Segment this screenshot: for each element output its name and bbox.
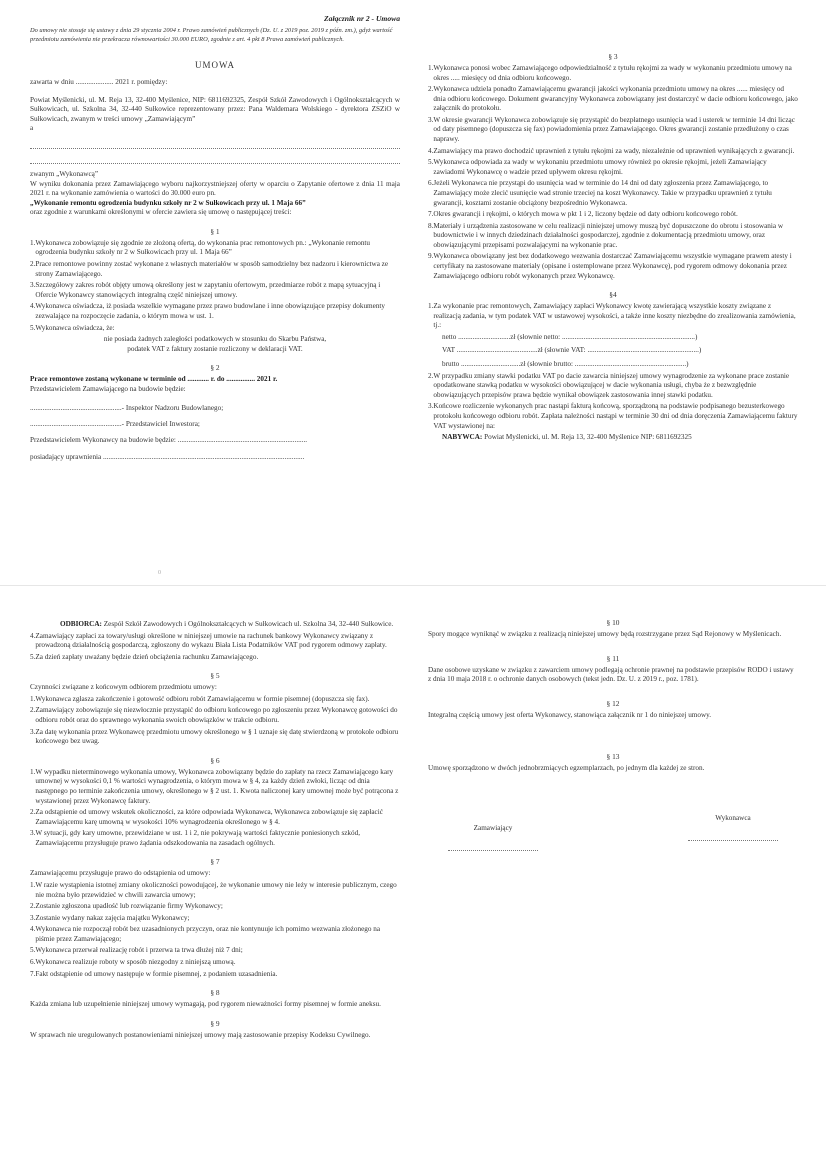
contractor-blank-line-2 [30,155,400,164]
s7-item-7: 7. Fakt odstąpienie od umowy następuje w formie pisemnej, z podaniem uzasadnienia. [30,969,278,978]
s4-item-3: 3. Końcowe rozliczenie wykonanych prac nastąpi fakturą końcową, sporządzoną na podstawie podpisanego bezusterkowego protokołu końcowego odbioru robót. Zapłata należności nastąpi w terminie 30 dni od dnia doręczenia Zamawiającemu faktury VAT wystawionej na: [428,402,798,430]
page1-right-column [428,0,798,580]
document-page-1 [0,0,826,584]
signatures [428,814,798,851]
attachment-title: Załącznik nr 2 - Umowa [324,14,400,23]
s1-item-3: 3. Szczegółowy zakres robót objęty umową określony jest w zapytaniu ofertowym, przedmiarze robót z mapą sytuacyjną i Ofercie Wykonawcy stanowiących integralną część niniejszej umowy. [30,281,381,299]
section-2-heading: § 2 [210,363,220,373]
s7-intro: Zamawiającemu przysługuje prawo do odstąpienia od umowy: [30,869,211,878]
s4-buyer: NABYWCA: Powiat Myślenicki, ul. M. Reja 13, 32-400 Myślenice NIP: 6811692325 [442,433,692,442]
s2-inspector: ...................................................- Inspektor Nadzoru Budowlanego; [30,404,224,413]
section-3-heading: § 3 [608,52,618,61]
s3-item-6: 6. Jeżeli Wykonawca nie przystąpi do usunięcia wad w terminie do 14 dni od daty zgłoszenia przez Zamawiającego, to Zamawiający może zlecić usunięcie wad stronie trzeciej na koszt Wykonawcy. Takie w przypadku uprawnień z tytułu gwarancji, kosztami zostanie obciążony bezpośrednio Wykonawca. [428,179,772,207]
section-10-heading: § 10 [606,618,620,627]
contractor-blank-line-1 [30,140,400,149]
signature-left-line [448,832,538,851]
intro-basis: W wyniku dokonania przez Zamawiającego wyboru najkorzystniejszej oferty w oparciu o Zapytanie ofertowe z dnia 11 maja 2021 r. na wykonanie zamówienia o wartości do 30.000 euro pn. [30,179,400,198]
section-12-heading: § 12 [606,698,620,708]
s12-text: Integralną częścią umowy jest oferta Wykonawcy, stanowiąca załącznik nr 1 do niniejszej umowy. [428,710,712,719]
s7-item-2: 2. Zostanie zgłoszona upadłość lub rozwiązanie firmy Wykonawcy; [30,902,223,911]
s3-item-2: 2. Wykonawca udziela ponadto Zamawiającemu gwarancji jakości wykonania przedmiotu umowy na okres ...... miesięcy od dnia odbioru końcowego. Dokument gwarancyjny Wykonawca zobowiązany jest dostarczyć w dacie odbioru końcowego, jako załącznik do protokołu. [428,85,798,113]
intro-terms: oraz zgodnie z warunkami określonymi w ofercie zawiera się umowę o następującej treści: [30,208,292,217]
section-13-heading: § 13 [606,752,620,762]
contract-title: UMOWA [195,60,235,71]
section-1-heading: § 1 [210,226,220,236]
s2-license: posiadający uprawnienia ................................................................................................................ [30,453,305,462]
section-5-heading: § 5 [210,671,220,681]
s11-text: Dane osobowe uzyskane w związku z zawarciem umowy podlegają ochronie prawnej na podstawie przepisów RODO i ustawy z dnia 10 maja 2018 r. o ochronie danych osobowych (tekst jedn. Dz. U. z 2019 r., poz. 1781). [428,665,794,684]
s2-dates: Prace remontowe zostaną wykonane w terminie od ............ r. do ................ 2021 r. [30,375,278,384]
s3-item-9: 9. Wykonawca obowiązany jest bez dodatkowego wezwania dostarczać Zamawiającemu wszystkie wymagane prawem atesty i certyfikaty na zastosowane materiały (opisane i ostemplowane przez Wykonawcę), pod rygorem odmowy dokonania przez Zamawiającego odbioru robót wykonanych przez Wykonawcę. [428,252,792,280]
section-11-heading: § 11 [606,653,620,663]
s7-item-5: 5. Wykonawca przerwał realizację robót i przerwa ta trwa dłużej niż 7 dni; [30,946,243,955]
s3-item-8: 8. Materiały i urządzenia zastosowane w celu realizacji niniejszej umowy muszą być dopuszczone do obrotu i stosowania w budownictwie i w innych dziedzinach działalności gospodarczej, zgodnie z dokumentacją przedmiotu umowy, oraz obowiązującymi przepisami pozwalającymi na wykonanie prac. [428,221,784,249]
s10-text: Spory mogące wyniknąć w związku z realizacją niniejszej umowy będą rozstrzygane przez Sąd Rejonowy w Myślenicach. [428,630,782,638]
s9-text: W sprawach nie uregulowanych postanowieniami niniejszej umowy mają zastosowanie przepisy Kodeksu Cywilnego. [30,1030,371,1039]
s5-item-3: 3. Za datę wykonania przez Wykonawcę przedmiotu umowy określonego w § 1 uznaje się datę stwierdzoną w protokole odbioru końcowego bez uwag. [30,727,399,746]
section-9-heading: § 9 [210,1018,220,1028]
s5-item-2: 2. Zamawiający zobowiązuje się niezwłocznie przystąpić do odbioru końcowego po zgłoszeniu przez Wykonawcę gotowości do odbioru robót oraz do sprawnego wykonania swoich obowiązków w trakcie odbioru. [30,706,398,725]
s3-item-7: 7. Okres gwarancji i rękojmi, o których mowa w pkt 1 i 2, liczony będzie od daty odbioru końcowego robót. [428,210,738,219]
s3-item-1: 1. Wykonawca ponosi wobec Zamawiającego odpowiedzialność z tytułu rękojmi za wady w wykonaniu przedmiotu umowy na okres ..... miesięcy od dnia odbioru końcowego. [428,64,792,82]
s4-brutto: brutto .................................zł (słownie brutto: ..............................................................) [442,360,689,369]
s6-item-2: 2. Za odstąpienie od umowy wskutek okoliczności, za które odpowiada Wykonawca, Wykonawca zobowiązuje się zapłacić Zamawiającemu karę umowną w wysokości 10% wynagrodzenia określonego w § 4. [30,808,383,826]
s2-rep: Przedstawicielem Zamawiającego na budowie będzie: [30,384,186,393]
s7-item-1: 1. W razie wystąpienia istotnej zmiany okoliczności powodującej, że wykonanie umowy nie leży w interesie publicznym, czego nie można było przewidzieć w chwili zawarcia umowy; [30,880,397,899]
signature-right-label: Wykonawca [715,813,751,822]
s1-item-5: 5. Wykonawca oświadcza, że: [30,323,115,332]
s6-item-3: 3. W sytuacji, gdy kary umowne, przewidziane w ust. 1 i 2, nie pokrywają wartości faktycznie poniesionych szkód, Zamawiającemu przysługuje prawo żądania odszkodowania na zasadach ogólnych. [30,829,361,847]
legal-note: Do umowy nie stosuje się ustawy z dnia 29 stycznia 2004 r. Prawo zamówień publicznych (Dz. U. z 2019 poz. 2019 z późn. zm.), gdyż wartość przedmiotu zamówienia nie przekracza równowartości 30.000 EURO, zgodnie z art. 4 pkt 8 Prawa zamówień publicznych. [30,27,393,43]
page1-left-column [30,0,400,580]
party-and: a [30,124,34,133]
document-page-2 [0,585,826,1170]
s1-item-5b: podatek VAT z faktury zostanie rozliczony w deklaracji VAT. [127,344,303,353]
page2-left-column [30,586,400,1166]
intro-project-name: „Wykonanie remontu ogrodzenia budynku szkoły nr 2 w Sułkowicach przy ul. 1 Maja 66” [30,198,306,207]
s1-item-5a: nie posiada żadnych zaległości podatkowych w stosunku do Skarbu Państwa, [103,335,327,344]
page2-right-column [428,586,798,1166]
s4-item-4: 4. Zamawiający zapłaci za towary/usługi określone w niniejszej umowie na rachunek bankowy Wykonawcy związany z prowadzoną działalnością gospodarczą, zgłoszony do wykazu Biała Lista Podatników VAT pod rygorem odmowy zapłaty. [30,631,387,650]
s1-item-4: 4. Wykonawca oświadcza, iż posiada wszelkie wymagane przez prawo budowlane i inne obowiązujące przepisy dokumenty zezwalające na rozpoczęcie zadania, o którym mowa w ust. 1. [30,302,386,320]
s7-item-6: 6. Wykonawca realizuje roboty w sposób niezgodny z niniejszą umową. [30,958,236,967]
section-4-heading: §4 [609,290,617,300]
section-7-heading: § 7 [210,857,220,867]
signature-left-label: Zamawiający [473,823,513,832]
s6-item-1: 1. W wypadku nieterminowego wykonania umowy, Wykonawca zobowiązany będzie do zapłaty na rzecz Zamawiającego kary umownej w wysokości 0,1 % wartości wynagrodzenia, o którym mowa w § 4, za każdy dzień zwłoki, licząc od dnia następnego po terminie zakończenia umowy, określonego w § 2 ust. 1. Kwota naliczonej kary umownej może być potrącona z wystawionej przez Wykonawcę faktury. [30,767,399,805]
contract-date-line: zawarta w dniu ..................... 2021 r. pomiędzy: [30,78,168,87]
s7-item-4: 4. Wykonawca nie rozpoczął robót bez uzasadnionych przyczyn, oraz nie kontynuuje ich pomimo wezwania złożonego na piśmie przez Zamawiającego; [30,925,381,943]
page-mark: 0 [158,570,161,576]
s5-intro: Czynności związane z końcowym odbiorem przedmiotu umowy: [30,683,217,692]
s3-item-4: 4. Zamawiający ma prawo dochodzić uprawnień z tytułu rękojmi za wady, niezależnie od uprawnień wynikających z gwarancji. [428,146,795,155]
receiver: ODBIORCA: Zespół Szkół Zawodowych i Ogólnokształcących w Sułkowicach ul. Szkolna 34, 32-440 Sułkowice. [60,620,394,628]
s1-item-1: 1. Wykonawca zobowiązuje się zgodnie ze złożoną ofertą, do wykonania prac remontowych pn.: „Wykonanie remontu ogrodzenia budynku szkoły nr 2 w Sułkowicach przy ul. 1 Maja 66” [30,238,371,257]
signature-wykonawca [688,814,778,851]
s13-text: Umowę sporządzono w dwóch jednobrzmiących egzemplarzach, po jednym dla każdej ze stron. [428,764,705,773]
signature-zamawiajacy [448,814,538,851]
s8-text: Każda zmiana lub uzupełnienie niniejszej umowy wymagają, pod rygorem nieważności formy pisemnej w formie aneksu. [30,1000,381,1009]
party-zamawiajacy: Powiat Myślenicki, ul. M. Reja 13, 32-400 Myślenice, NIP: 6811692325, Zespół Szkół Zawodowych i Ogólnokształcących w Sułkowicach, ul. Szkolna 34, 32-440 Sułkowice reprezentowany przez: Pana Waldemara Wolskiego - dyrektora ZSZiO w Sułkowicach, zwanym w treści umowy „Zamawiającym” [30,95,400,123]
s4-item-5: 5. Za dzień zapłaty uważany będzie dzień obciążenia rachunku Zamawiającego. [30,652,259,661]
s4-netto: netto .............................zł (słownie netto: ..........................................................................) [442,332,698,341]
s4-item-1: 1. Za wykonanie prac remontowych, Zamawiający zapłaci Wykonawcy kwotę zawierającą wszystkie koszty związane z realizacją zadania, w tym podatek VAT w ustawowej wysokości, a także inne koszty niezbędne do zrealizowania zamówienia, tj.: [428,302,796,330]
s5-item-1: 1. Wykonawca zgłasza zakończenie i gotowość odbioru robót Zamawiającemu w formie pisemnej (dopuszcza się fax). [30,694,370,703]
s4-vat: VAT .............................................zł (słownie VAT: ..............................................................) [442,346,702,355]
s3-item-5: 5. Wykonawca odpowiada za wady w wykonaniu przedmiotu umowy również po okresie rękojmi, jeżeli Zamawiający zawiadomi Wykonawcę o wadzie przed upływem okresu rękojmi. [428,158,767,176]
s4-item-2: 2. W przypadku zmiany stawki podatku VAT po dacie zawarcia niniejszej umowy wynagrodzenie za wykonane prace zostanie opodatkowane stawką podatku w wysokości obowiązującej w dacie wykonania usługi, chyba że z bezwzględnie obowiązujących przepisów prawa będzie wynikał obowiązek zastosowania innej stawki podatku. [428,371,790,399]
s2-contractor-rep: Przedstawicielem Wykonawcy na budowie będzie: ........................................................................ [30,435,308,444]
s2-investor: ...................................................- Przedstawiciel Inwestora; [30,420,200,428]
s3-item-3: 3. W okresie gwarancji Wykonawca zobowiązuje się przystąpić do bezpłatnego usunięcia wad i usterek w terminie 14 dni licząc od daty pisemnego (dopuszcza się fax) powiadomienia przez Zamawiającego. Okres gwarancji zostanie przedłużony o czas naprawy. [428,115,795,144]
s1-item-2: 2. Prace remontowe powinny zostać wykonane z własnych materiałów w sposób samodzielny bez nadzoru i kierownictwa ze strony Zamawiającego. [30,260,389,278]
signature-right-line [688,822,778,841]
s7-item-3: 3. Zostanie wydany nakaz zajęcia majątku Wykonawcy; [30,913,190,922]
section-6-heading: § 6 [210,755,220,765]
section-8-heading: § 8 [210,988,220,998]
party-wykonawca: zwanym „Wykonawcą” [30,170,99,179]
